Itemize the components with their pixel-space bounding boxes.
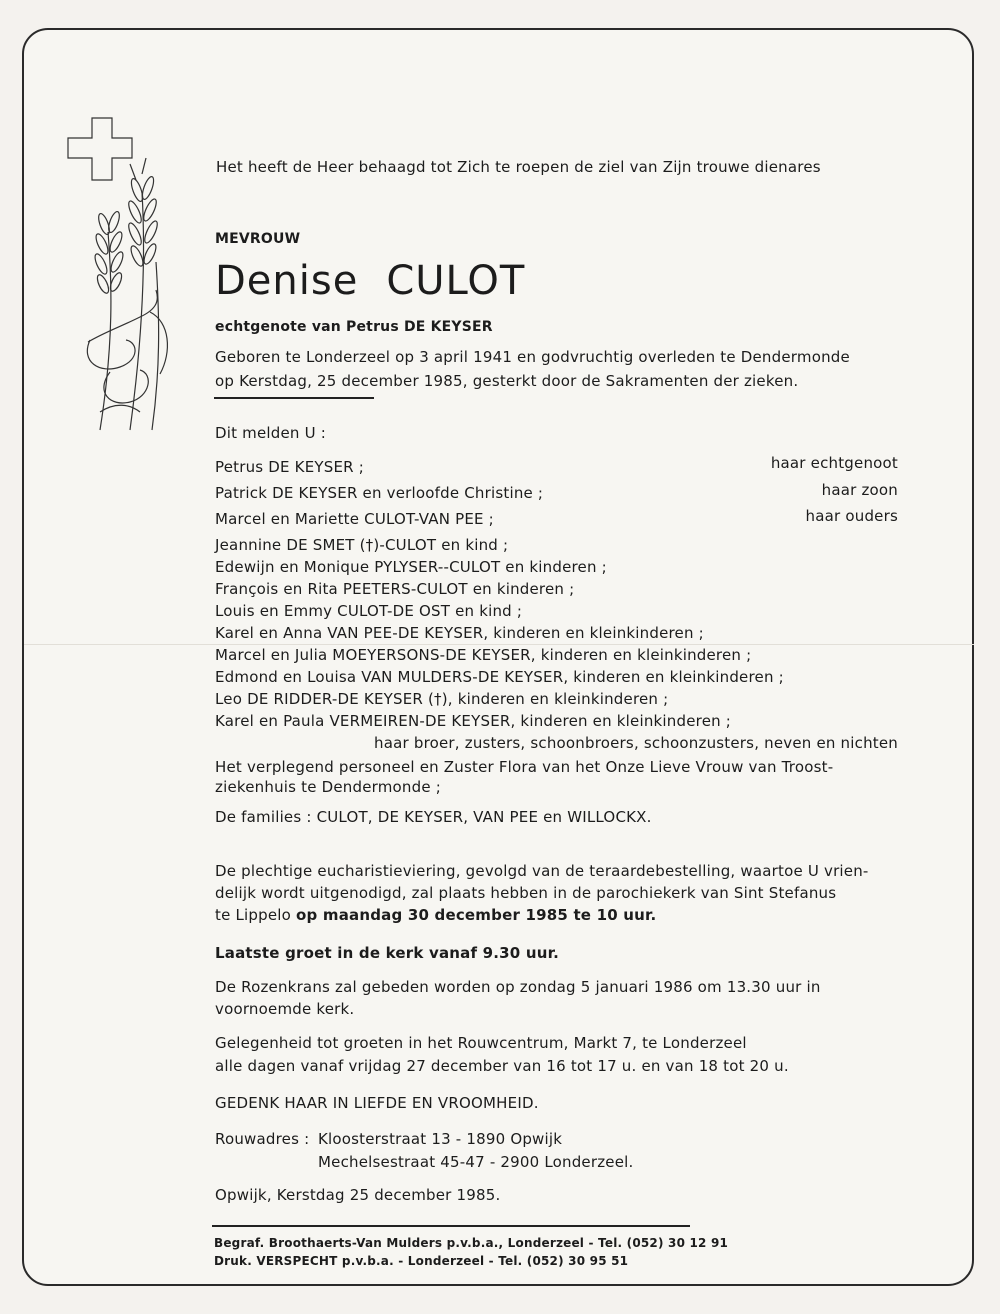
intro-text: Het heeft de Heer behaagd tot Zich te roepen de ziel van Zijn trouwe dienares bbox=[216, 158, 821, 176]
visit-line-1: Gelegenheid tot groeten in het Rouwcentrum, Markt 7, te Londerzeel bbox=[215, 1034, 747, 1052]
family-name: Jeannine DE SMET (†)-CULOT en kind ; bbox=[215, 536, 509, 554]
birth-line-2: op Kerstdag, 25 december 1985, gesterkt door de Sakramenten der zieken. bbox=[215, 372, 799, 390]
family-name: Edewijn en Monique PYLYSER--CULOT en kinderen ; bbox=[215, 558, 607, 576]
announce-text: Dit melden U : bbox=[215, 424, 327, 442]
remember-line: GEDENK HAAR IN LIEFDE EN VROOMHEID. bbox=[215, 1094, 539, 1112]
family-name: Petrus DE KEYSER ; bbox=[215, 458, 364, 476]
staff-line-2: ziekenhuis te Dendermonde ; bbox=[215, 778, 442, 796]
divider-footer bbox=[212, 1225, 690, 1227]
family-name: Marcel en Mariette CULOT-VAN PEE ; bbox=[215, 510, 494, 528]
service-line-3 bbox=[215, 906, 656, 924]
family-relation: haar ouders bbox=[805, 507, 898, 525]
address-1: Kloosterstraat 13 - 1890 Opwijk bbox=[318, 1130, 563, 1148]
birth-line-1: Geboren te Londerzeel op 3 april 1941 en godvruchtig overleden te Dendermonde bbox=[215, 348, 850, 366]
siblings-line: haar broer, zusters, schoonbroers, schoonzusters, neven en nichten bbox=[374, 734, 898, 752]
family-name: François en Rita PEETERS-CULOT en kinderen ; bbox=[215, 580, 575, 598]
deceased-name bbox=[215, 258, 525, 304]
family-name: Karel en Paula VERMEIREN-DE KEYSER, kinderen en kleinkinderen ; bbox=[215, 712, 732, 730]
footer-undertaker: Begraf. Broothaerts-Van Mulders p.v.b.a., Londerzeel - Tel. (052) 30 12 91 bbox=[214, 1236, 729, 1250]
divider-short bbox=[214, 397, 374, 399]
service-line-1: De plechtige eucharistieviering, gevolgd van de teraardebestelling, waartoe U vrien- bbox=[215, 862, 869, 880]
first-name: Denise bbox=[215, 258, 359, 304]
family-name: Karel en Anna VAN PEE-DE KEYSER, kinderen en kleinkinderen ; bbox=[215, 624, 704, 642]
family-name: Edmond en Louisa VAN MULDERS-DE KEYSER, kinderen en kleinkinderen ; bbox=[215, 668, 784, 686]
family-name: Louis en Emmy CULOT-DE OST en kind ; bbox=[215, 602, 523, 620]
cross-wheat-icon bbox=[60, 112, 220, 442]
service-date: op maandag 30 december 1985 te 10 uur. bbox=[296, 906, 657, 924]
staff-line-1: Het verplegend personeel en Zuster Flora van het Onze Lieve Vrouw van Troost- bbox=[215, 758, 834, 776]
last-name: CULOT bbox=[386, 258, 526, 304]
family-relation: haar zoon bbox=[821, 481, 898, 499]
family-name: Marcel en Julia MOEYERSONS-DE KEYSER, kinderen en kleinkinderen ; bbox=[215, 646, 752, 664]
last-greeting: Laatste groet in de kerk vanaf 9.30 uur. bbox=[215, 944, 559, 962]
family-name: Patrick DE KEYSER en verloofde Christine ; bbox=[215, 484, 544, 502]
rosary-line-1: De Rozenkrans zal gebeden worden op zondag 5 januari 1986 om 13.30 uur in bbox=[215, 978, 821, 996]
service-line-2: delijk wordt uitgenodigd, zal plaats hebben in de parochiekerk van Sint Stefanus bbox=[215, 884, 837, 902]
spouse-line: echtgenote van Petrus DE KEYSER bbox=[215, 319, 493, 335]
address-2: Mechelsestraat 45-47 - 2900 Londerzeel. bbox=[318, 1153, 634, 1171]
visit-line-2: alle dagen vanaf vrijdag 27 december van 16 tot 17 u. en van 18 tot 20 u. bbox=[215, 1057, 789, 1075]
address-label: Rouwadres : bbox=[215, 1130, 310, 1148]
family-name: Leo DE RIDDER-DE KEYSER (†), kinderen en kleinkinderen ; bbox=[215, 690, 669, 708]
family-relation: haar echtgenoot bbox=[770, 454, 898, 472]
place-date: Opwijk, Kerstdag 25 december 1985. bbox=[215, 1186, 501, 1204]
families-line: De families : CULOT, DE KEYSER, VAN PEE en WILLOCKX. bbox=[215, 808, 652, 826]
paper-fold bbox=[24, 644, 974, 645]
footer-printer: Druk. VERSPECHT p.v.b.a. - Londerzeel - Tel. (052) 30 95 51 bbox=[214, 1254, 629, 1268]
title-prefix: MEVROUW bbox=[215, 231, 301, 247]
rosary-line-2: voornoemde kerk. bbox=[215, 1000, 355, 1018]
service-place: te Lippelo bbox=[215, 906, 292, 924]
